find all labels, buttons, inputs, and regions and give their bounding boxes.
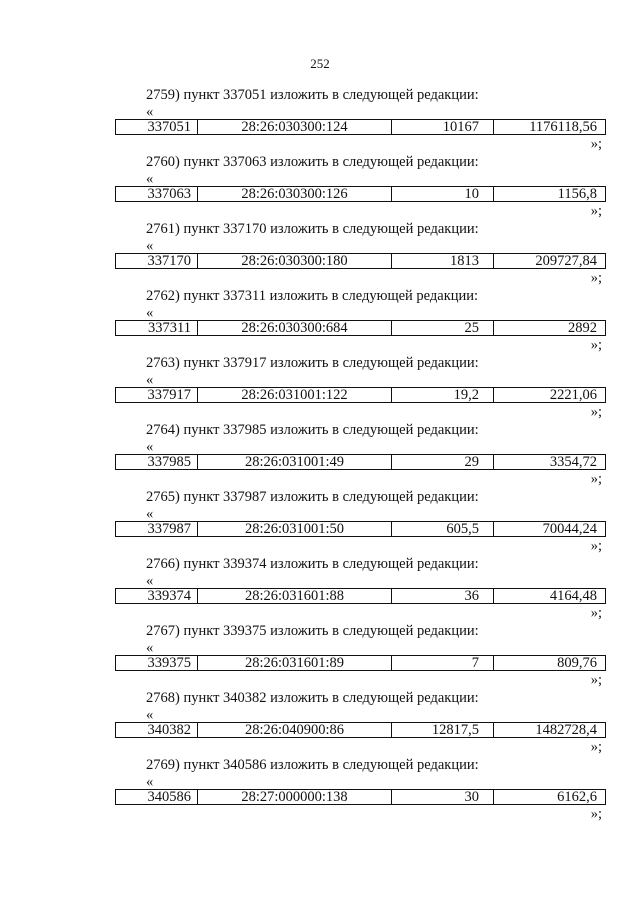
amendment-entry bbox=[0, 422, 640, 488]
amendment-entry bbox=[0, 690, 640, 756]
row-number-cell: 337917 bbox=[116, 388, 198, 402]
cadastral-number-cell: 28:26:031001:122 bbox=[198, 388, 392, 402]
table-row bbox=[115, 387, 606, 403]
table-row bbox=[115, 655, 606, 671]
area-cell: 1813 bbox=[392, 254, 494, 268]
opening-quote: « bbox=[146, 707, 154, 723]
closing-quote: »; bbox=[590, 538, 602, 554]
opening-quote: « bbox=[146, 305, 154, 321]
closing-quote: »; bbox=[590, 672, 602, 688]
row-number-cell: 340586 bbox=[116, 790, 198, 804]
closing-quote: »; bbox=[590, 806, 602, 822]
opening-quote: « bbox=[146, 238, 154, 254]
closing-quote: »; bbox=[590, 136, 602, 152]
amendment-heading: 2762) пункт 337311 изложить в следующей редакции: bbox=[146, 288, 479, 304]
row-number-cell: 340382 bbox=[116, 723, 198, 737]
value-cell: 1176118,56 bbox=[529, 120, 597, 134]
value-cell: 6162,6 bbox=[557, 790, 597, 804]
table-row bbox=[115, 588, 606, 604]
table-row bbox=[115, 253, 606, 269]
opening-quote: « bbox=[146, 372, 154, 388]
area-cell: 12817,5 bbox=[392, 723, 494, 737]
cadastral-number-cell: 28:26:030300:180 bbox=[198, 254, 392, 268]
area-cell: 19,2 bbox=[392, 388, 494, 402]
amendment-heading: 2766) пункт 339374 изложить в следующей редакции: bbox=[146, 556, 479, 572]
row-number-cell: 337051 bbox=[116, 120, 198, 134]
table-row bbox=[115, 186, 606, 202]
opening-quote: « bbox=[146, 439, 154, 455]
cadastral-number-cell: 28:26:031601:88 bbox=[198, 589, 392, 603]
value-cell: 2892 bbox=[568, 321, 597, 335]
amendment-entry bbox=[0, 154, 640, 220]
amendment-entry bbox=[0, 355, 640, 421]
opening-quote: « bbox=[146, 506, 154, 522]
cadastral-number-cell: 28:26:031001:49 bbox=[198, 455, 392, 469]
area-cell: 36 bbox=[392, 589, 494, 603]
value-cell: 4164,48 bbox=[549, 589, 597, 603]
amendment-entry bbox=[0, 556, 640, 622]
table-row bbox=[115, 789, 606, 805]
amendment-heading: 2765) пункт 337987 изложить в следующей редакции: bbox=[146, 489, 479, 505]
value-cell: 3354,72 bbox=[549, 455, 597, 469]
closing-quote: »; bbox=[590, 471, 602, 487]
value-cell: 209727,84 bbox=[535, 254, 597, 268]
amendment-heading: 2769) пункт 340586 изложить в следующей редакции: bbox=[146, 757, 479, 773]
amendment-entry bbox=[0, 221, 640, 287]
amendment-entry bbox=[0, 757, 640, 823]
amendment-entry bbox=[0, 623, 640, 689]
value-cell: 2221,06 bbox=[549, 388, 597, 402]
cadastral-number-cell: 28:26:031001:50 bbox=[198, 522, 392, 536]
cadastral-number-cell: 28:26:030300:124 bbox=[198, 120, 392, 134]
table-row bbox=[115, 119, 606, 135]
row-number-cell: 337311 bbox=[116, 321, 198, 335]
area-cell: 30 bbox=[392, 790, 494, 804]
value-cell: 70044,24 bbox=[542, 522, 597, 536]
row-number-cell: 337987 bbox=[116, 522, 198, 536]
amendment-entry bbox=[0, 87, 640, 153]
value-cell: 809,76 bbox=[557, 656, 597, 670]
amendment-heading: 2760) пункт 337063 изложить в следующей редакции: bbox=[146, 154, 479, 170]
row-number-cell: 337063 bbox=[116, 187, 198, 201]
area-cell: 605,5 bbox=[392, 522, 494, 536]
closing-quote: »; bbox=[590, 270, 602, 286]
table-row bbox=[115, 454, 606, 470]
cadastral-number-cell: 28:26:040900:86 bbox=[198, 723, 392, 737]
opening-quote: « bbox=[146, 640, 154, 656]
row-number-cell: 339375 bbox=[116, 656, 198, 670]
value-cell: 1156,8 bbox=[557, 187, 597, 201]
amendment-entry bbox=[0, 489, 640, 555]
table-row bbox=[115, 320, 606, 336]
amendment-entry bbox=[0, 288, 640, 354]
closing-quote: »; bbox=[590, 605, 602, 621]
table-row bbox=[115, 722, 606, 738]
area-cell: 10 bbox=[392, 187, 494, 201]
closing-quote: »; bbox=[590, 337, 602, 353]
amendment-heading: 2764) пункт 337985 изложить в следующей редакции: bbox=[146, 422, 479, 438]
amendment-heading: 2767) пункт 339375 изложить в следующей редакции: bbox=[146, 623, 479, 639]
cadastral-number-cell: 28:26:031601:89 bbox=[198, 656, 392, 670]
opening-quote: « bbox=[146, 573, 154, 589]
table-row bbox=[115, 521, 606, 537]
cadastral-number-cell: 28:26:030300:684 bbox=[198, 321, 392, 335]
closing-quote: »; bbox=[590, 739, 602, 755]
cadastral-number-cell: 28:27:000000:138 bbox=[198, 790, 392, 804]
row-number-cell: 339374 bbox=[116, 589, 198, 603]
area-cell: 25 bbox=[392, 321, 494, 335]
opening-quote: « bbox=[146, 104, 154, 120]
closing-quote: »; bbox=[590, 404, 602, 420]
value-cell: 1482728,4 bbox=[535, 723, 597, 737]
area-cell: 7 bbox=[392, 656, 494, 670]
amendment-heading: 2759) пункт 337051 изложить в следующей редакции: bbox=[146, 87, 479, 103]
amendment-heading: 2763) пункт 337917 изложить в следующей редакции: bbox=[146, 355, 479, 371]
row-number-cell: 337985 bbox=[116, 455, 198, 469]
closing-quote: »; bbox=[590, 203, 602, 219]
amendment-heading: 2768) пункт 340382 изложить в следующей редакции: bbox=[146, 690, 479, 706]
amendment-heading: 2761) пункт 337170 изложить в следующей редакции: bbox=[146, 221, 479, 237]
opening-quote: « bbox=[146, 171, 154, 187]
opening-quote: « bbox=[146, 774, 154, 790]
row-number-cell: 337170 bbox=[116, 254, 198, 268]
area-cell: 10167 bbox=[392, 120, 494, 134]
cadastral-number-cell: 28:26:030300:126 bbox=[198, 187, 392, 201]
area-cell: 29 bbox=[392, 455, 494, 469]
page-number: 252 bbox=[310, 56, 330, 71]
